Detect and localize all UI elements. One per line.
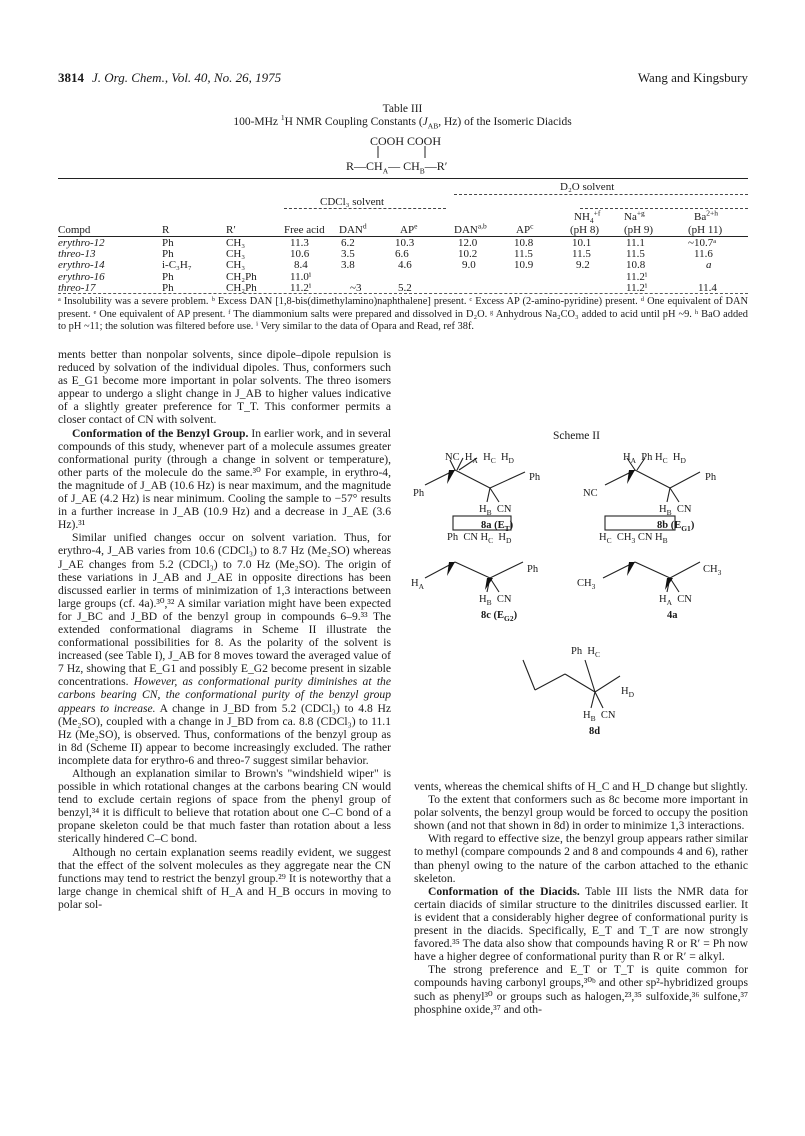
cell: 11.5 xyxy=(572,248,591,261)
scheme-label-8b: 8b $(E_{G1})$ xyxy=(657,520,695,534)
table-row xyxy=(58,283,748,294)
paragraph: The strong preference and E_T or T_T is quite common for compounds having carbonyl groups,³⁰ᵇ and other sp²-hybridized groups such as phenyl³⁰ or groups such as halogen,²³,³⁵ sulfoxide,³⁶ sulfone,³⁷ phosphine oxide,³⁷ and oth- xyxy=(414,963,748,1016)
atom-labels-8c: Ph CN $H_C$ $H_D$ xyxy=(447,532,512,546)
table-caption: 100-MHz $^1$H NMR Coupling Constants ($J_{AB}$, Hz) of the Isomeric Diacids xyxy=(233,113,572,131)
cell: 11.5 xyxy=(514,248,533,261)
cell: Ph xyxy=(162,248,174,261)
scheme-ii xyxy=(405,430,750,760)
paragraph: With regard to effective size, the benzyl group appears rather similar to methyl (compare compounds 2 and 8 and compounds 4 and 6), rather than phenyl owing to the nature of the carbon attached to the ethanic skeleton. xyxy=(414,832,748,885)
paragraph xyxy=(414,885,748,964)
atom-label: $H_B$ CN xyxy=(583,710,616,724)
atom-label: Ph xyxy=(527,564,539,575)
cell: 4.6 xyxy=(398,259,412,272)
cell: i-C₃H₇ xyxy=(162,259,192,272)
col-nh4: $NH_4^{+f}$ xyxy=(574,208,601,226)
cell: ~3 xyxy=(350,281,362,294)
cell: 6.2 xyxy=(341,237,355,249)
atom-labels-4a: $H_C$ $CH_3$ CN $H_B$ xyxy=(599,532,668,546)
paragraph-text: A change in J_BD from 5.2 (CDCl₃) to 4.8 Hz (Me₂SO), coupled with a change in J_BD from ca. 8.8 (CDCl₃) to 11.1 Hz (Me₂SO), is observed. Thus, conformations of the benzyl group as in 8d (Scheme II) appear to become increasingly excluded. The rather incomplete data for erythro-6 and threo-7 suggest similar behavior. xyxy=(58,701,391,767)
col-dan-d2o: DAN$^{a,b}$ xyxy=(454,221,487,236)
cell: 3.8 xyxy=(341,259,355,272)
scheme-title: Scheme II xyxy=(553,430,600,442)
cell: ~10.7ᵃ xyxy=(688,237,717,249)
atom-label: $H_B$ CN xyxy=(479,504,512,518)
cell: 5.2 xyxy=(398,281,412,294)
d2o-group-rule xyxy=(454,194,748,195)
cell: threo-17 xyxy=(58,281,96,294)
atom-labels-8b: $H_A$ Ph $H_C$ $H_D$ xyxy=(623,452,686,466)
italic-text: However, as conformational purity diminishes at the carbons bearing CN, the conformational purity of the benzyl group appears to increase. xyxy=(58,675,391,715)
col-dan: DAN$^d$ xyxy=(339,221,367,236)
cell: CH₃ xyxy=(226,237,246,249)
scheme-label-8c: 8c $(E_{G2})$ xyxy=(481,610,518,624)
cell: erythro-12 xyxy=(58,237,105,249)
col-ap-d2o: $AP^c$ xyxy=(516,221,534,236)
header-left xyxy=(58,70,281,86)
table-number: Table III xyxy=(382,103,423,115)
col-ap: $AP^e$ xyxy=(400,221,418,236)
cell: 11.2ⁱ xyxy=(290,281,312,294)
cell: 8.4 xyxy=(294,259,308,272)
table-row xyxy=(58,260,748,271)
cell: CH₂Ph xyxy=(226,270,257,283)
cell: 11.2ⁱ xyxy=(626,281,648,294)
scheme-label-8d: 8d xyxy=(589,726,601,737)
paragraph: To the extent that conformers such as 8c become more important in polar solvents, the benzyl group would be forced to occupy the position shown (and not that shown in 8d) in order to minimize 1,3 interactions. xyxy=(414,793,748,833)
table-body xyxy=(58,238,748,294)
paragraph: ments better than nonpolar solvents, since dipole–dipole repulsion is reduced by solvation of the individual dipoles. Thus, conformers such as E_G1 become more important in polar solvents. The threo isomers appear to undergo a slight change in J_AB to higher values indicative of a slightly greater preference for T_T. This conformer permits a closer contact of CN with solvent. xyxy=(58,348,391,427)
d2o-sub-rule xyxy=(580,208,748,209)
table-top-rule xyxy=(58,178,748,179)
column-headers xyxy=(58,208,748,236)
cell: 9.2 xyxy=(576,259,590,272)
col-compd: Compd xyxy=(58,224,91,236)
atom-labels-8a: NC $H_A$ $H_C$ $H_D$ xyxy=(445,452,514,466)
atom-label: $CH_3$ xyxy=(703,564,722,578)
atom-label: Ph xyxy=(529,472,541,483)
paragraph-text: In earlier work, and in several compounds of this study, whenever part of a molecule assumes greater conformational purity (through a change in solvent or temperature), other parts of the molecule do the same.³⁰ For example, in erythro-4, the magnitude of J_AB (10.6 Hz) is near maximum, and the magnitude of J_AE (4.2 Hz) is near minimum. Cooling the sample to −57° results in a further increase in J_AB (10.9 Hz) and a decrease in J_AE (3.6 Hz).³¹ xyxy=(58,426,391,532)
col-ph11: (pH 11) xyxy=(688,224,723,236)
table-footnote: ᵃ Insolubility was a severe problem. ᵇ Excess DAN [1,8-bis(dimethylamino)naphthalene] present. ᶜ Excess AP (2-amino-pyridine) present. ᵈ One equivalent of DAN present. ᵉ One equivalent of AP present. ᶠ The diammonium salts were prepared and dissolved in D₂O. ᵍ Anhydrous Na₂CO₃ added to acid until pH ~9. ʰ BaO added to pH ~11; the solution was filtered before use. ⁱ Very similar to the data of Opara and Read, ref 38f. xyxy=(58,296,748,332)
right-column xyxy=(414,780,748,1016)
page-number: 3814 xyxy=(58,70,84,85)
left-column xyxy=(58,348,391,911)
cell: 11.0ⁱ xyxy=(290,270,312,283)
cell: erythro-14 xyxy=(58,259,105,272)
cell: 10.3 xyxy=(395,237,415,249)
col-na: $Na^{+g}$ xyxy=(624,208,645,223)
structure-top: COOH COOH xyxy=(370,134,442,148)
atom-labels-8d: Ph $H_C$ xyxy=(571,646,600,660)
scheme-label-8a: 8a $(E_T)$ xyxy=(481,520,514,534)
col-r: R xyxy=(162,224,170,236)
atom-label: $CH_3$ xyxy=(577,578,596,592)
header-authors: Wang and Kingsbury xyxy=(637,70,748,85)
cell: 11.2ⁱ xyxy=(626,270,648,283)
cell: Ph xyxy=(162,281,174,294)
cell: 12.0 xyxy=(458,237,478,249)
paragraph: Although no certain explanation seems readily evident, we suggest that the effect of the solvent molecules as they aggregate near the CN functions may tend to restrict the benzyl group.²⁹ It is noteworthy that a large change in chemical shift of H_A and H_B occurs in moving to polar sol- xyxy=(58,845,391,911)
atom-label: $H_B$ CN xyxy=(479,594,512,608)
atom-label: $H_A$ xyxy=(411,578,425,592)
section-heading: Conformation of the Benzyl Group. xyxy=(72,426,249,440)
cell: Ph xyxy=(162,237,174,249)
cell: erythro-16 xyxy=(58,270,105,283)
cell: 6.6 xyxy=(395,248,409,261)
section-heading: Conformation of the Diacids. xyxy=(428,884,580,898)
cell: 9.0 xyxy=(462,259,476,272)
cell: 11.3 xyxy=(290,237,309,249)
paragraph: vents, whereas the chemical shifts of H_C and H_D change but slightly. xyxy=(414,780,748,793)
cdcl3-group-label: CDCl₃ solvent xyxy=(320,196,385,208)
atom-label: $H_A$ CN xyxy=(659,594,692,608)
cell: 11.6 xyxy=(694,248,713,261)
cell: 11.5 xyxy=(626,248,645,261)
cell: 3.5 xyxy=(341,248,355,261)
scheme-drawing xyxy=(405,430,750,760)
cell: 10.9 xyxy=(514,259,534,272)
cell: 10.8 xyxy=(514,237,534,249)
cell: CH₂Ph xyxy=(226,281,257,294)
structure-bottom: $R—CH_A—$ $CH_B—R'$ xyxy=(346,159,448,176)
journal-citation: J. Org. Chem., Vol. 40, No. 26, 1975 xyxy=(92,70,282,85)
cell: a xyxy=(706,259,712,272)
cell: Ph xyxy=(162,270,174,283)
paragraph-text: Table III lists the NMR data for certain diacids of similar structure to the dinitriles discussed earlier. It is evident that a considerably higher degree of conformational purity is present in the diacids. Specifically, E_T and T_T are now strongly favored.³⁵ The data also show that compounds having R or R′ = Ph now have a higher degree of conformational purity than R or R′ = alkyl. xyxy=(414,884,748,964)
col-r-prime: R′ xyxy=(226,224,236,236)
col-ph8: (pH 8) xyxy=(570,224,600,236)
cell: 10.1 xyxy=(572,237,592,249)
atom-label: Ph xyxy=(705,472,717,483)
atom-label: Ph xyxy=(413,488,425,499)
cell: 10.6 xyxy=(290,248,310,261)
col-ph9: (pH 9) xyxy=(624,224,654,236)
paragraph xyxy=(58,531,391,767)
cdcl3-group-rule xyxy=(284,208,446,209)
cell: CH₃ xyxy=(226,259,246,272)
d2o-group-label: D₂O solvent xyxy=(560,181,615,193)
paragraph: Although an explanation similar to Brown's "windshield wiper" is possible in which rotational changes at the carbons bearing CN would tend to exclude certain regions of space from the phenyl group of benzyl,³⁴ it is difficult to believe that rotation about one C–C bond of a propane skeleton could be that much faster than rotation about a less sterically hindered C–C bond. xyxy=(58,767,391,846)
cell: 11.4 xyxy=(698,281,717,294)
cell: 10.8 xyxy=(626,259,646,272)
atom-label: $H_D$ xyxy=(621,686,635,700)
scheme-label-4a: 4a xyxy=(667,610,678,621)
cell: 10.2 xyxy=(458,248,478,261)
cell: 11.1 xyxy=(626,237,645,249)
paragraph xyxy=(58,427,391,532)
col-ba: $Ba^{2+h}$ xyxy=(694,208,718,223)
col-free-acid: Free acid xyxy=(284,224,325,236)
atom-label: NC xyxy=(583,488,598,499)
cell: threo-13 xyxy=(58,248,96,261)
running-header xyxy=(58,70,748,88)
structure-bonds xyxy=(370,146,450,160)
atom-label: $H_B$ CN xyxy=(659,504,692,518)
cell: CH₃ xyxy=(226,248,246,261)
paragraph-text: Similar unified changes occur on solvent variation. Thus, for erythro-4, J_AB varies from 10.6 (CDCl₃) to 8.7 Hz (Me₂SO) whereas J_AE changes from 5.2 (CDCl₃) to 7.0 Hz (Me₂SO). The origin of these variations in J_AB and J_AE in opposite directions has been discussed earlier in terms of minimization of 1,3 interactions between large groups (cf. 4a).³⁰,³² A similar variation might have been expected for J_BC and J_BD of the benzyl group in compounds 6–9.³³ The extended conformational diagrams in Scheme II illustrate the conformational possibilities for 8. As the polarity of the solvent is increased (see Table I), J_AB for 8 moves toward the averaged value of 7 Hz, showing that E_G1 and possibly E_G2 become present in sizable concentrations. xyxy=(58,531,391,689)
